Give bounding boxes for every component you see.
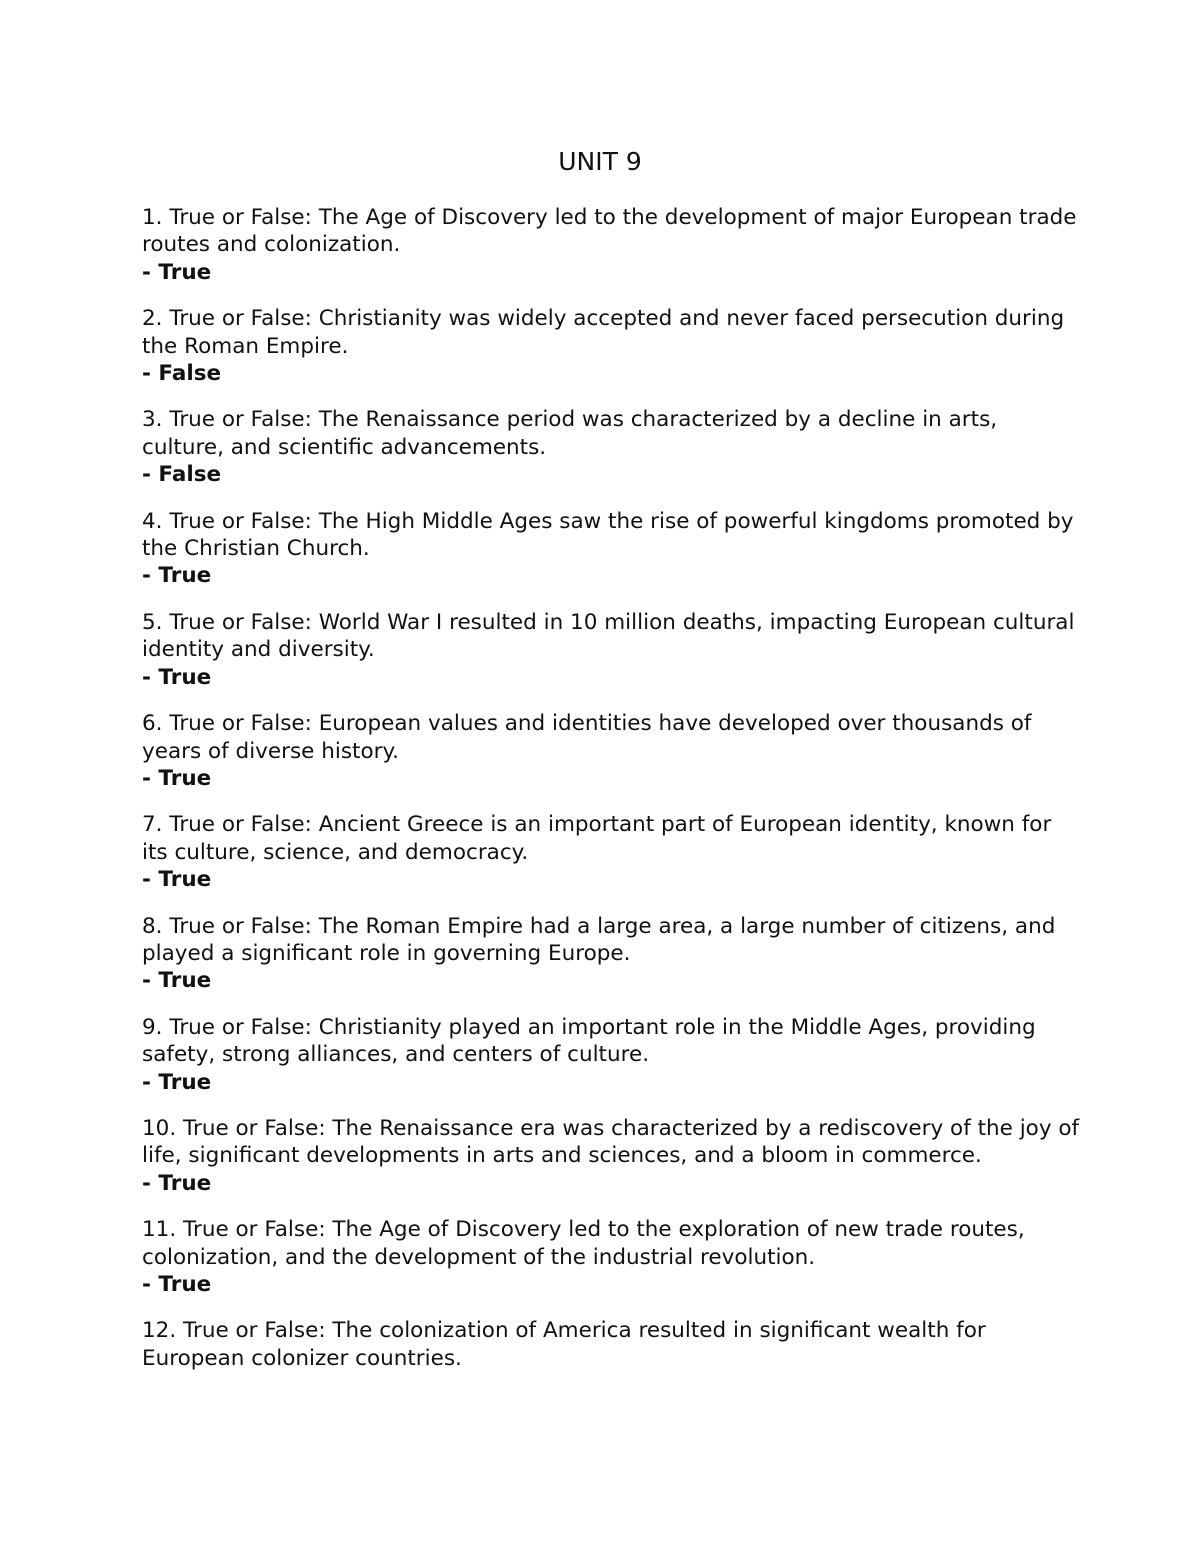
question-item-10 <box>142 1115 1082 1197</box>
question-item-3 <box>142 406 1082 488</box>
question-item-2 <box>142 305 1082 387</box>
question-item-11 <box>142 1216 1082 1298</box>
answer-text: - True <box>142 968 212 994</box>
question-item-1 <box>142 204 1082 286</box>
question-text: 8. True or False: The Roman Empire had a large area, a large number of citizens, and played a significant role in governing Europe. <box>142 913 1056 966</box>
question-list <box>142 204 1082 1391</box>
question-item-6 <box>142 710 1082 792</box>
answer-text: - True <box>142 563 212 589</box>
question-text: 5. True or False: World War I resulted in 10 million deaths, impacting European cultural identity and diversity. <box>142 609 1075 663</box>
question-item-8 <box>142 913 1082 995</box>
question-text: 2. True or False: Christianity was widely accepted and never faced persecution during the Roman Empire. <box>142 306 1065 359</box>
question-item-12 <box>142 1317 1082 1372</box>
answer-text: - True <box>142 765 212 791</box>
answer-text: - True <box>142 259 212 285</box>
question-item-7 <box>142 811 1082 893</box>
question-text: 11. True or False: The Age of Discovery led to the exploration of new trade routes, colonization, and the development of the industrial revolution. <box>142 1217 1025 1270</box>
question-item-9 <box>142 1014 1082 1096</box>
answer-text: - True <box>142 867 212 893</box>
answer-text: - False <box>142 462 222 488</box>
answer-text: - False <box>142 361 222 387</box>
page-title: UNIT 9 <box>558 147 642 176</box>
question-text: 6. True or False: European values and identities have developed over thousands of years of diverse history. <box>142 711 1032 764</box>
answer-text: - True <box>142 664 212 690</box>
answer-text: - True <box>142 1272 212 1297</box>
question-text: 1. True or False: The Age of Discovery led to the development of major European trade routes and colonization. <box>142 205 1077 258</box>
question-text: 9. True or False: Christianity played an important role in the Middle Ages, providing safety, strong alliances, and centers of culture. <box>142 1014 1036 1068</box>
question-text: 7. True or False: Ancient Greece is an important part of European identity, known for its culture, science, and democracy. <box>142 812 1052 865</box>
question-text: 10. True or False: The Renaissance era was characterized by a rediscovery of the joy of life, significant developments in arts and sciences, and a bloom in commerce. <box>142 1115 1080 1169</box>
answer-text: - True <box>142 1170 212 1196</box>
answer-text: - True <box>142 1069 212 1095</box>
question-item-5 <box>142 609 1082 691</box>
question-text: 3. True or False: The Renaissance period was characterized by a decline in arts, culture, and scientific advancements. <box>142 407 998 460</box>
question-text: 4. True or False: The High Middle Ages saw the rise of powerful kingdoms promoted by the Christian Church. <box>142 508 1074 562</box>
question-item-4 <box>142 508 1082 590</box>
question-text: 12. True or False: The colonization of America resulted in significant wealth for European colonizer countries. <box>142 1318 986 1371</box>
